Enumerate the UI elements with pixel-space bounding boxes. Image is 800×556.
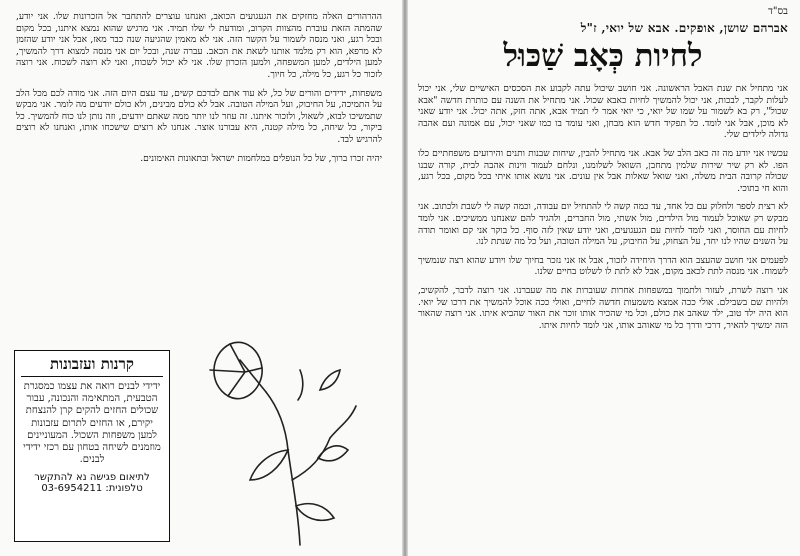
article-paragraph: אני מתחיל את שנת האבל הראשונה. אני חושב שיכול עתה לקבוע את הסכסים האישיים שלי, אני יכול לעלות לקבר, לבכות, אני יכול להמשיך לחיות כאבא שכול. אני מתחיל את השנה עם כותרת חדשה "אבא שכול", רק בא לשמור על שמו של יואי, כי יואי אמר לי תמיד אבא, אתה חזק, אתה יכול. אני יודע שאני לא מוכן, אבל אני לומד. כל תפקיד חדש הוא מבחן, ואני עומד בו כמו שאני יכול, עם אמונה ועם אהבה גדולה לילדים שלי. [418,84,788,141]
ad-contact: לתיאום פגישה נא להתקשר [34,472,150,484]
page-gutter [402,0,408,556]
right-page [408,0,800,556]
article-title: לחיות כְּאָב שַׁכּוּל [503,38,703,74]
article-paragraph: משפחות, ידידים והורים של כל, לא עוד אתם לבדכם קשים, עד עצם היום הזה. אני מודה לכם מכל הלב על התמיכה, על החיבוק, ועל המילה הטובה. אבל לא כולם מבינים, ולא כולם יודעים מה לומר. אני מבקש שתמשיכו לבוא, לשאול, ולזכור איתנו. זה עוזר לנו יותר ממה שאתם יודעים, וזה נותן לנו כוח להמשיך. כל ביקור, כל שיחה, כל מילה קטנה, היא עבורנו אוצר. אנחנו לא רוצים שישכחו אותו, ואנחנו לא רוצים להרגיש לבד. [16,88,382,145]
ad-title: קרנות ועזבונות [21,355,163,377]
article-paragraph: אני רוצה לשרת, לעזור ולתמוך במשפחות אחרות שעוברות את מה שעברנו. אני רוצה לדבר, להקשיב, ולהיות שם בשבילם. אולי ככה אמצא משמעות חדשה לחיים, ואולי ככה אוכל להמשיך את דרכו של יואי. הוא היה ילד טוב, ילד שאהב את כולם, וכל מי שהכיר אותו זוכר את האור שהביא איתו. אני רוצה שהאור הזה ימשיך להאיר, דרכי ודרך כל מי שאוהב אותו, אני לומד לחיות איתו. [418,285,788,331]
endowment-ad-box [14,350,170,542]
article-paragraph: ההרהורים האלה מחזקים את הגעגועים הכואב, ואנחנו עוצרים להתחבר אל הזכרונות שלו. אני יודע, שהמתה הזאת עוברת מהצוות הקרוב, ומודעת לי שלו תמיד. אני מרגיש שהוא נמצא איתנו, בכל מקום ובכל רגע, ואני מנסה לשמור על הקשר הזה. אני לא מאמין שהגיעה שנה כבר מאז, אבל אני יודע שהזמן לא מרפא, הוא רק מלמד אותנו לשאת את הכאב. עברה שנה, ובכל יום אני מנסה למצוא דרך להמשיך, למען הילדים, למען המשפחה, ולמען הזכרון שלו. אני לא יכול לשכוח, ואני לא רוצה לשכוח. אני רוצה לזכור כל רגע, כל מילה, כל חיוך. [16,12,382,80]
article-paragraph: לפעמים אני חושב שהעצב הוא הדרך היחידה לזכור, אבל אז אני נזכר בחיוך שלו ויודע שהוא רצה שנמשיך לשמוח. אני מנסה לתת לכאב מקום, אבל לא לתת לו לשלוט בחיים שלנו. [418,255,788,278]
ad-phone: טלפונית: 03-6954211 [41,483,143,495]
author-byline: אברהם שושן, אופקים. אבא של יואי, ז"ל [580,21,788,35]
bsd-header: בס"ד [768,6,788,17]
ad-body: ידידי לבנים רואה את עצמו כמסגרת הטבעית, המתאימה והנכונה, עבור שכולים החזים להקים קרן להנצחת יקירם, או החזים לתרום עזבונות למען משפחות השכול. המעוניינים מוזמנים לשיחה בטחון עם רכזי ידידי לבנים. [23,381,161,466]
article-paragraph: עכשיו אני יודע מה זה כאב הלב של אבא. אני מתחיל להבין, שיחות שבנות ותנים והירועים משפחתיים כלו הפו. לא רק שיר שירות שלמין מתחבן, השואל לשלומנו, ונלחם לעמוד ווינות אהבה לבית, קורה שבנו שכולה קרובה הבית משלה, ואני שואל שאלות אבל אין עונים. אני נושא אותו איתי בכל מקום, בכל רגע, והוא חי בתוכי. [418,148,788,194]
article-paragraph: לא רצית לספר ולחלוק עם כל אחד, עד כמה קשה לי להתחיל יום עבודה, וכמה קשה לי לשבת ולכתוב. אני מבקש רק שאוכל לעמוד מול הילדים, מול אשתי, מול החברים, ולהגיד להם שאנחנו ממשיכים. אני לומד לחיות עם החוסר, ואני לומד לחיות עם הגעגועים, ואני יודע שאין לזה סוף. כל בוקר אני קם ואומר תודה על השנים שהיו לנו יחד, על הצחוק, על החיבוק, על המילה הטובה, ועל כל מה שנתת לנו. [418,202,788,248]
memorial-line: יהיה זכרו ברוך, של כל הנופלים במלחמות ישראל ובתאונות האימונים. [140,153,382,164]
morning-glory-flower-icon [200,330,360,550]
